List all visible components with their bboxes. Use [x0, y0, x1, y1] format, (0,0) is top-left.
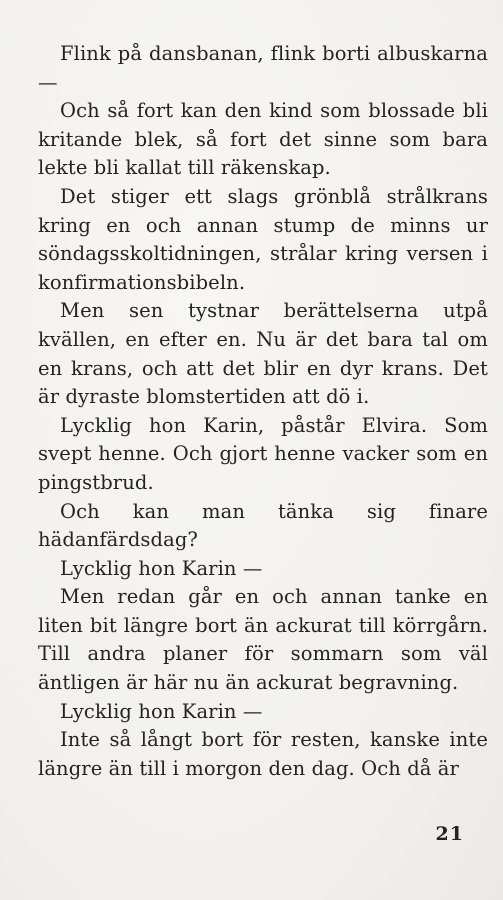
paragraph-9: Lycklig hon Karin — — [60, 699, 263, 723]
page-number: 21 — [435, 823, 464, 845]
text-block — [38, 40, 488, 783]
paragraph-5: Lycklig hon Karin, påstår Elvira. Som svept henne. Och gjort henne vacker som en pingstbrud. — [38, 413, 488, 494]
paragraph-6: Och kan man tänka sig finare hädanfärdsdag? — [38, 499, 488, 552]
paragraph-4: Men sen tystnar berättelserna utpå kvällen, en efter en. Nu är det bara tal om en krans, och att det blir en dyr krans. Det är dyraste blomstertiden att dö i. — [38, 299, 488, 409]
paragraph-7: Lycklig hon Karin — — [60, 556, 263, 580]
paragraph-8: Men redan går en och annan tanke en liten bit längre bort än ackurat till körrgårn. Till andra planer för sommarn som väl äntligen är här nu än ackurat begravning. — [38, 585, 488, 695]
paragraph-3: Det stiger ett slags grönblå strålkrans kring en och annan stump de minns ur söndagsskoltidningen, strålar kring versen i konfirmationsbibeln. — [38, 184, 488, 294]
paragraph-1: Flink på dansbanan, flink borti albuskarna — — [38, 42, 488, 94]
paragraph-2: Och så fort kan den kind som blossade bli kritande blek, så fort det sinne som bara lekte bli kallat till räkenskap. — [38, 99, 488, 180]
paragraph-10: Inte så långt bort för resten, kanske inte längre än till i morgon den dag. Och då är — [38, 728, 488, 780]
